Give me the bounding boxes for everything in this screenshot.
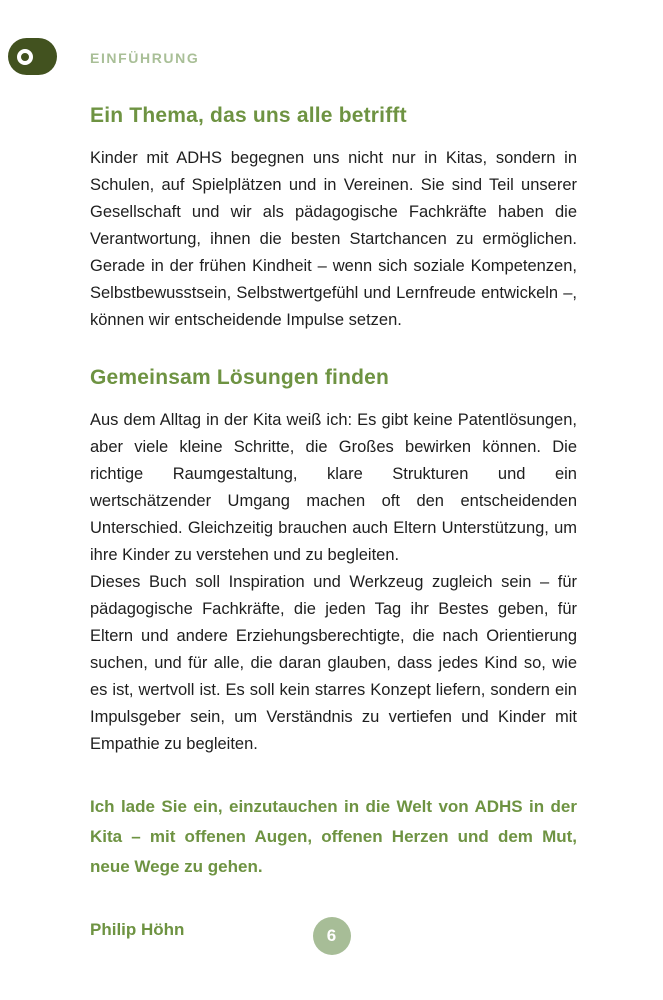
paragraph: Kinder mit ADHS begegnen uns nicht nur in Kitas, sondern in Schulen, auf Spielplätzen und in Vereinen. Sie sind Teil unserer Gesellschaft und wir als pädagogische Fachkräfte haben die Verantwortung, ihnen die besten Startchancen zu ermöglichen. Gerade in der frühen Kindheit – wenn sich soziale Kompetenzen, Selbstbewusstsein, Selbstwertgefühl und Lernfreude entwickeln –, können wir entscheidende Impulse setzen. xyxy=(90,149,577,329)
paragraph: Dieses Buch soll Inspiration und Werkzeug zugleich sein – für pädagogische Fachkräfte, die jeden Tag ihr Bestes geben, für Eltern und andere Erziehungsberechtigte, die nach Orientierung suchen, und für alle, die daran glauben, dass jedes Kind so, wie es ist, wertvoll ist. Es soll kein starres Konzept liefern, sondern ein Impulsgeber sein, um Verständnis zu vertiefen und Kinder mit Empathie zu begleiten. xyxy=(90,573,577,753)
text-column xyxy=(90,104,577,940)
chapter-logo xyxy=(8,38,57,75)
ring-badge-icon xyxy=(17,49,33,65)
author-signature: Philip Höhn xyxy=(90,920,185,939)
section-heading-1: Ein Thema, das uns alle betrifft xyxy=(90,104,407,127)
running-head: EINFÜHRUNG xyxy=(90,50,200,66)
closing-invitation: Ich lade Sie ein, einzutauchen in die Welt von ADHS in der Kita – mit offenen Augen, offenen Herzen und dem Mut, neue Wege zu gehen. xyxy=(90,797,577,876)
section-heading-2: Gemeinsam Lösungen finden xyxy=(90,366,390,389)
page-number-badge: 6 xyxy=(313,917,351,955)
paragraph: Aus dem Alltag in der Kita weiß ich: Es gibt keine Patentlösungen, aber viele kleine Schritte, die Großes bewirken können. Die richtige Raumgestaltung, klare Strukturen und ein wertschätzender Umgang machen oft den entscheidenden Unterschied. Gleichzeitig brauchen auch Eltern Unterstützung, um ihre Kinder zu verstehen und zu begleiten. xyxy=(90,411,577,564)
